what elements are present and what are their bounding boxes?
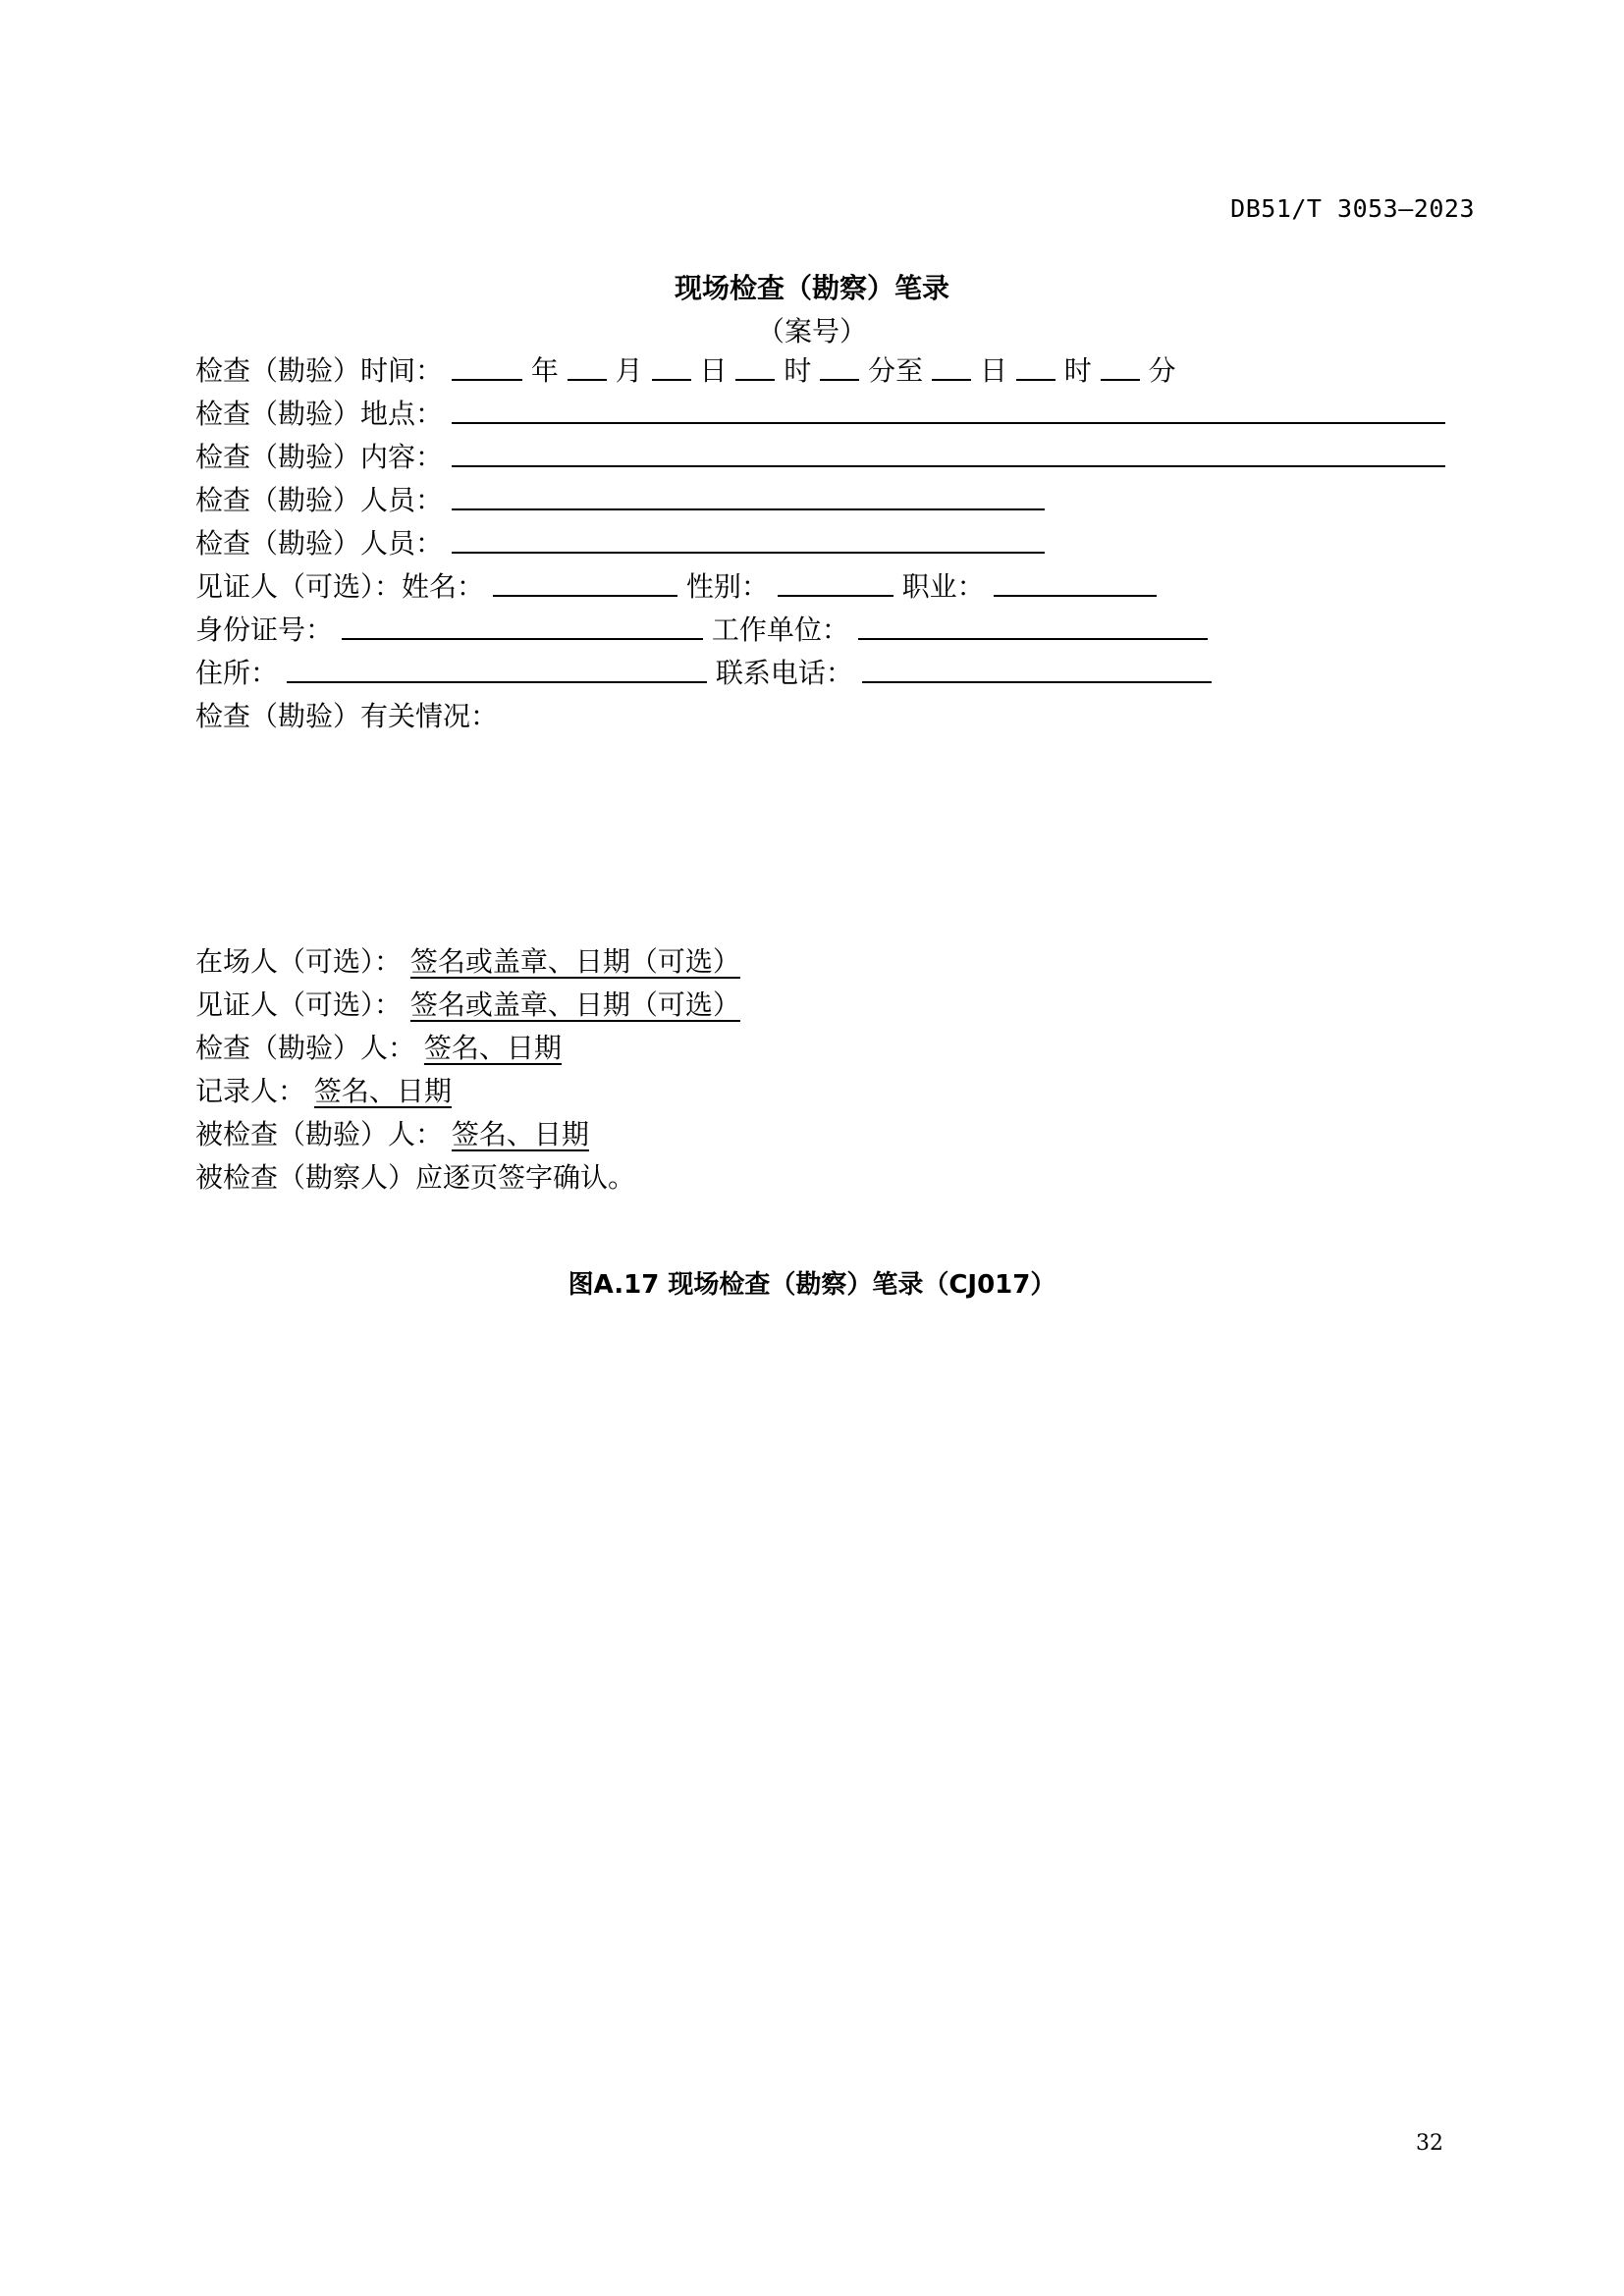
id-blank[interactable] bbox=[342, 613, 703, 640]
year-blank[interactable] bbox=[452, 353, 522, 381]
recorder-sign-field[interactable]: 签名、日期 bbox=[313, 1075, 452, 1107]
end-minute-unit: 分 bbox=[1148, 354, 1176, 387]
present-sign-field[interactable]: 签名或盖章、日期（可选） bbox=[409, 945, 740, 978]
inspector-label: 检查（勘验）人： bbox=[195, 1032, 416, 1064]
phone-blank[interactable] bbox=[862, 656, 1212, 683]
phone-label: 联系电话： bbox=[715, 657, 853, 689]
id-row bbox=[195, 613, 1208, 648]
figure-caption: 图A.17 现场检查（勘察）笔录（CJ017） bbox=[568, 1270, 1056, 1300]
time-label: 检查（勘验）时间： bbox=[195, 354, 444, 387]
witness-row bbox=[195, 569, 1157, 605]
case-number-label: （案号） bbox=[756, 315, 867, 347]
staff-row-2 bbox=[195, 526, 1045, 561]
content-blank[interactable] bbox=[452, 440, 1445, 467]
place-row bbox=[195, 397, 1445, 432]
occupation-label: 职业： bbox=[901, 570, 985, 603]
hour-blank[interactable] bbox=[735, 353, 775, 381]
staff-row-1 bbox=[195, 483, 1045, 518]
end-hour-blank[interactable] bbox=[1016, 353, 1056, 381]
month-blank[interactable] bbox=[568, 353, 607, 381]
year-unit: 年 bbox=[530, 354, 559, 387]
situation-label: 检查（勘验）有关情况： bbox=[195, 700, 499, 732]
recorder-sign-row bbox=[195, 1074, 452, 1109]
end-hour-unit: 时 bbox=[1063, 354, 1092, 387]
witness-sign-label: 见证人（可选）： bbox=[195, 988, 403, 1021]
time-row bbox=[195, 353, 1176, 389]
confirmation-note: 被检查（勘察人）应逐页签字确认。 bbox=[195, 1161, 636, 1194]
recorder-label: 记录人： bbox=[195, 1075, 306, 1107]
witness-name-label: 见证人（可选）：姓名： bbox=[195, 570, 485, 603]
day-unit: 日 bbox=[699, 354, 728, 387]
hour-unit: 时 bbox=[784, 354, 812, 387]
address-blank[interactable] bbox=[287, 656, 707, 683]
witness-name-blank[interactable] bbox=[493, 569, 677, 597]
present-label: 在场人（可选）： bbox=[195, 945, 403, 978]
end-minute-blank[interactable] bbox=[1101, 353, 1140, 381]
gender-label: 性别： bbox=[685, 570, 769, 603]
situation-row bbox=[195, 699, 498, 734]
content-row bbox=[195, 440, 1445, 475]
end-day-unit: 日 bbox=[979, 354, 1007, 387]
witness-sign-field[interactable]: 签名或盖章、日期（可选） bbox=[409, 988, 740, 1021]
work-unit-label: 工作单位： bbox=[711, 614, 849, 646]
standard-code: DB51/T 3053—2023 bbox=[1230, 194, 1475, 223]
page-number: 32 bbox=[1416, 2131, 1443, 2156]
staff-blank[interactable] bbox=[452, 526, 1045, 554]
work-unit-blank[interactable] bbox=[858, 613, 1208, 640]
place-blank[interactable] bbox=[452, 397, 1445, 424]
gender-blank[interactable] bbox=[778, 569, 893, 597]
inspector-sign-row bbox=[195, 1031, 562, 1066]
form-title: 现场检查（勘察）笔录 bbox=[674, 272, 949, 304]
month-unit: 月 bbox=[615, 354, 643, 387]
present-sign-row bbox=[195, 944, 740, 980]
inspected-label: 被检查（勘验）人： bbox=[195, 1118, 444, 1150]
staff-label: 检查（勘验）人员： bbox=[195, 527, 444, 560]
minute-to-unit: 分至 bbox=[868, 354, 924, 387]
inspected-sign-row bbox=[195, 1117, 589, 1152]
place-label: 检查（勘验）地点： bbox=[195, 398, 444, 430]
staff-label: 检查（勘验）人员： bbox=[195, 484, 444, 516]
occupation-blank[interactable] bbox=[994, 569, 1157, 597]
id-label: 身份证号： bbox=[195, 614, 334, 646]
staff-blank[interactable] bbox=[452, 483, 1045, 510]
content-label: 检查（勘验）内容： bbox=[195, 441, 444, 473]
witness-sign-row bbox=[195, 988, 740, 1023]
inspected-sign-field[interactable]: 签名、日期 bbox=[451, 1118, 589, 1150]
inspector-sign-field[interactable]: 签名、日期 bbox=[423, 1032, 562, 1064]
end-day-blank[interactable] bbox=[932, 353, 971, 381]
address-row bbox=[195, 656, 1212, 691]
day-blank[interactable] bbox=[652, 353, 691, 381]
minute-blank[interactable] bbox=[820, 353, 859, 381]
address-label: 住所： bbox=[195, 657, 279, 689]
